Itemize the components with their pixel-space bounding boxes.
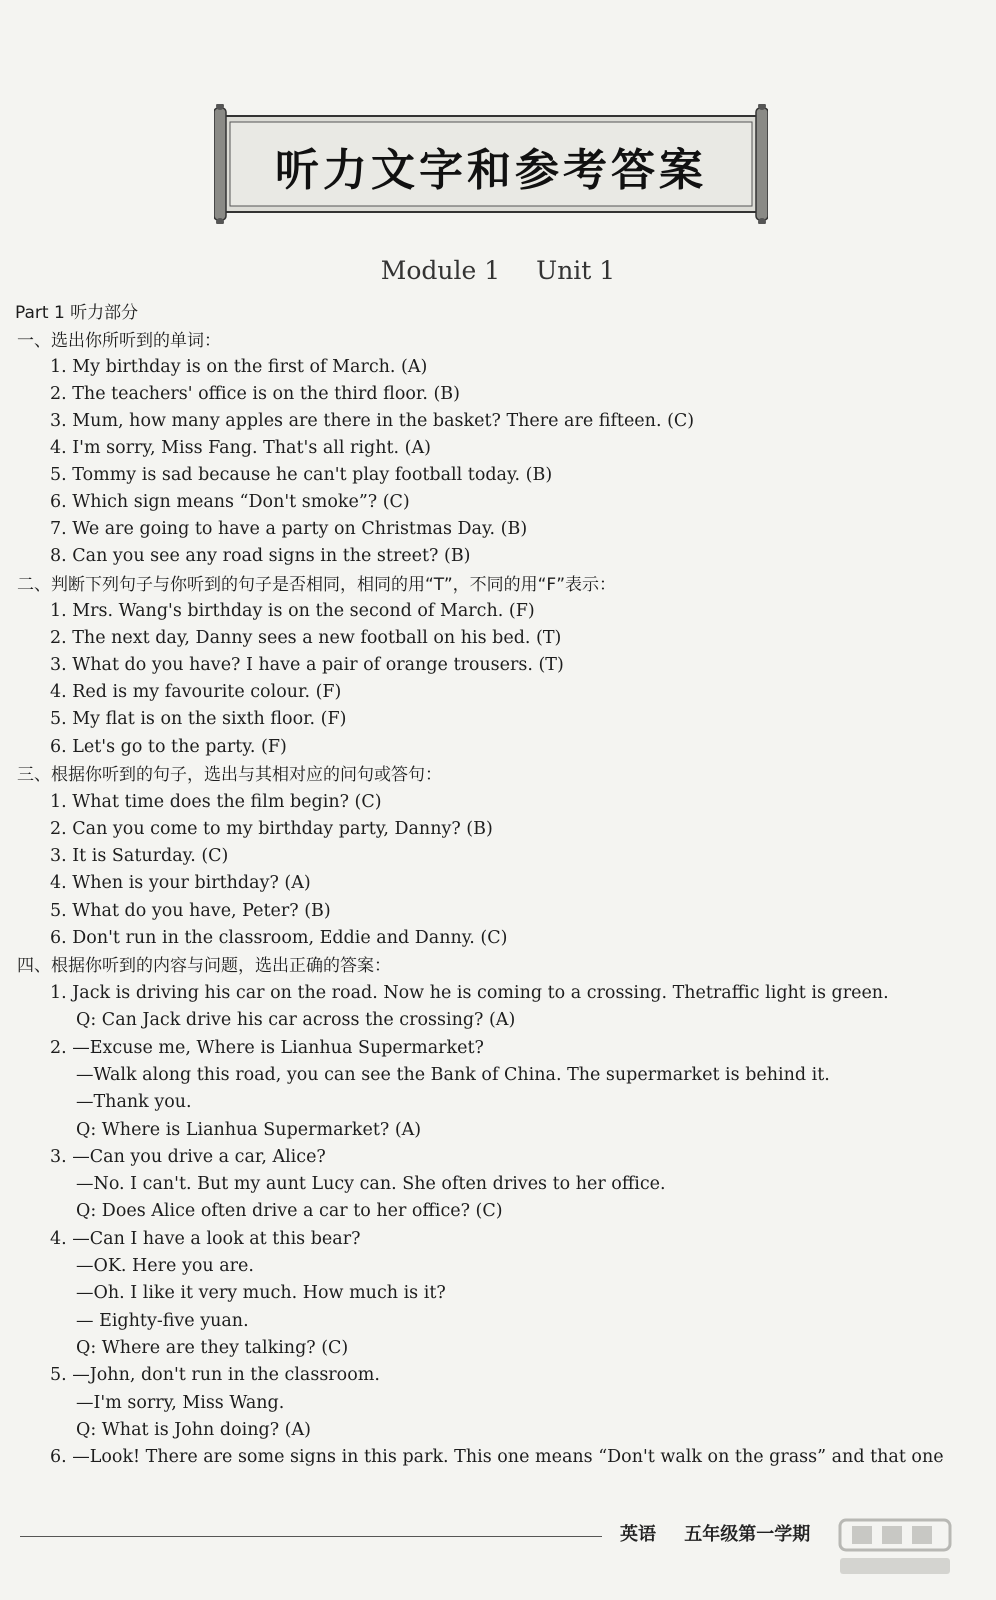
list-item-line: —OK. Here you are.	[76, 1256, 254, 1276]
footer	[620, 1520, 832, 1546]
list-item-line: —Thank you.	[76, 1092, 192, 1112]
list-item: 3. Mum, how many apples are there in the basket? There are fifteen. (C)	[50, 411, 695, 431]
list-item-line: Q: Does Alice often drive a car to her office? (C)	[76, 1201, 503, 1221]
list-item: 4. —Can I have a look at this bear?	[50, 1229, 361, 1249]
list-item-line: —No. I can't. But my aunt Lucy can. She often drives to her office.	[76, 1174, 666, 1194]
list-item: 2. The next day, Danny sees a new football on his bed. (T)	[50, 628, 562, 648]
list-item-line: —Oh. I like it very much. How much is it?	[76, 1283, 446, 1303]
list-item-line: Q: Where are they talking? (C)	[76, 1338, 349, 1358]
banner-title: 听力文字和参考答案	[275, 145, 707, 196]
watermark-logo-icon	[830, 1512, 960, 1582]
footer-subject: 英语	[620, 1524, 656, 1545]
part-heading: Part 1 听力部分	[15, 303, 139, 323]
module-label: Module 1	[380, 256, 501, 285]
list-item-line: — Eighty-five yuan.	[76, 1311, 249, 1331]
list-item: 6. Let's go to the party. (F)	[50, 737, 287, 757]
list-item: 3. What do you have? I have a pair of orange trousers. (T)	[50, 655, 564, 675]
list-item: 7. We are going to have a party on Christmas Day. (B)	[50, 519, 528, 539]
list-item: 5. My flat is on the sixth floor. (F)	[50, 709, 347, 729]
list-item-line: —Walk along this road, you can see the Bank of China. The supermarket is behind it.	[76, 1065, 830, 1085]
list-item: 3. —Can you drive a car, Alice?	[50, 1147, 326, 1167]
footer-grade: 五年级第一学期	[684, 1524, 811, 1545]
module-heading	[0, 256, 996, 285]
list-item-line: Q: Can Jack drive his car across the crossing? (A)	[76, 1010, 516, 1030]
list-item: 6. Don't run in the classroom, Eddie and Danny. (C)	[50, 928, 508, 948]
list-item: 2. —Excuse me, Where is Lianhua Supermarket?	[50, 1038, 484, 1058]
section-heading: 三、根据你听到的句子，选出与其相对应的问句或答句：	[17, 765, 442, 785]
list-item-line: Q: What is John doing? (A)	[76, 1420, 311, 1440]
list-item: 5. —John, don't run in the classroom.	[50, 1365, 380, 1385]
list-item: 4. When is your birthday? (A)	[50, 873, 311, 893]
list-item-line: Q: Where is Lianhua Supermarket? (A)	[76, 1120, 422, 1140]
list-item: 8. Can you see any road signs in the street? (B)	[50, 546, 471, 566]
title-banner	[214, 104, 768, 224]
list-item: 3. It is Saturday. (C)	[50, 846, 229, 866]
list-item: 5. What do you have, Peter? (B)	[50, 901, 331, 921]
section-heading: 四、根据你听到的内容与问题，选出正确的答案：	[17, 956, 391, 976]
list-item: 4. Red is my favourite colour. (F)	[50, 682, 342, 702]
section-heading: 一、选出你所听到的单词：	[17, 331, 221, 351]
list-item: 5. Tommy is sad because he can't play football today. (B)	[50, 465, 553, 485]
list-item: 6. —Look! There are some signs in this park. This one means “Don't walk on the grass” and that one	[50, 1447, 944, 1467]
list-item: 1. My birthday is on the first of March. (A)	[50, 357, 428, 377]
list-item: 2. Can you come to my birthday party, Danny? (B)	[50, 819, 493, 839]
unit-label: Unit 1	[536, 256, 616, 285]
list-item: 6. Which sign means “Don't smoke”? (C)	[50, 492, 410, 512]
list-item: 4. I'm sorry, Miss Fang. That's all right. (A)	[50, 438, 431, 458]
list-item-line: —I'm sorry, Miss Wang.	[76, 1393, 285, 1413]
footer-divider	[20, 1536, 602, 1537]
list-item: 1. Mrs. Wang's birthday is on the second of March. (F)	[50, 601, 535, 621]
section-heading: 二、判断下列句子与你听到的句子是否相同，相同的用“T”，不同的用“F”表示：	[17, 575, 617, 595]
list-item: 1. What time does the film begin? (C)	[50, 792, 382, 812]
list-item: 1. Jack is driving his car on the road. Now he is coming to a crossing. Thetraffic light is green.	[50, 983, 889, 1003]
list-item: 2. The teachers' office is on the third floor. (B)	[50, 384, 460, 404]
